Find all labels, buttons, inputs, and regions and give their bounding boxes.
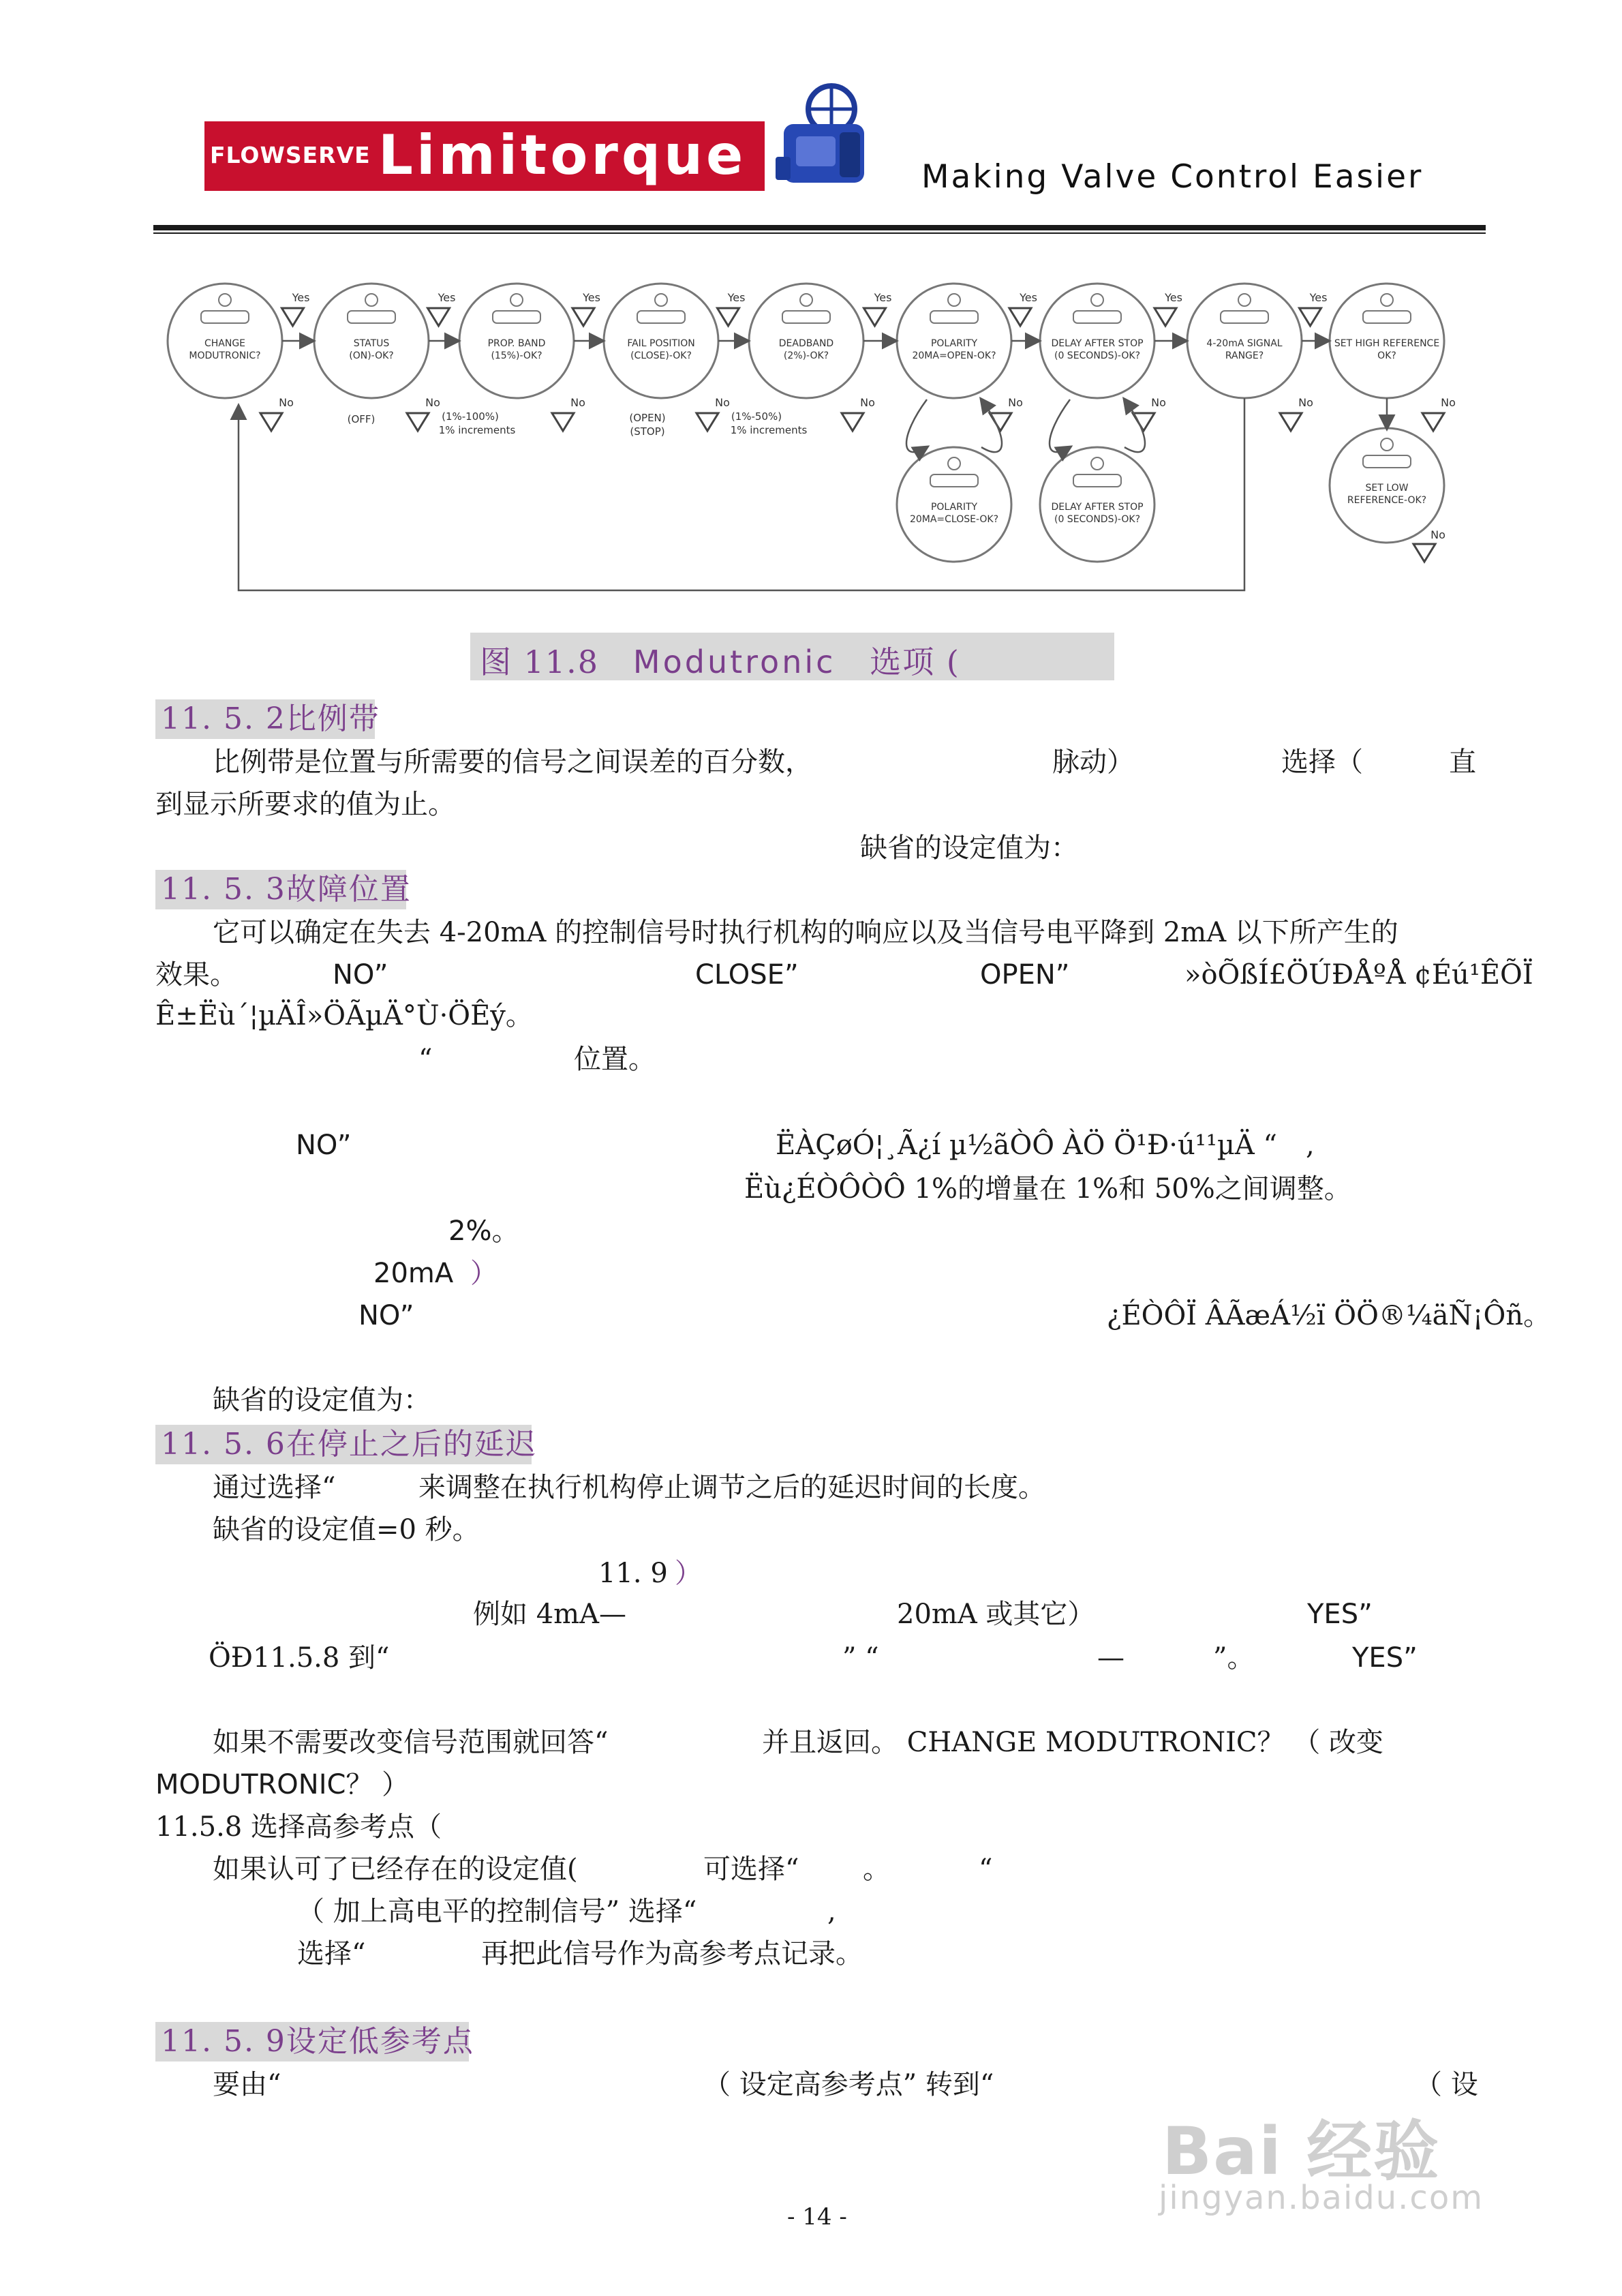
no-hand-icon-2 bbox=[407, 413, 429, 431]
flow-node-6-line2: 20MA=OPEN-OK? bbox=[912, 350, 996, 361]
flow-subnode-2-line2: (0 SECONDS)-OK? bbox=[1054, 514, 1141, 525]
heading-11-5-2: 11. 5. 2比例带 bbox=[161, 701, 380, 736]
header-tagline: Making Valve Control Easier bbox=[921, 158, 1424, 196]
flow-subnode-1-line1: POLARITY bbox=[930, 502, 978, 513]
p4-text-c: 缺省的设定值=0 秒。 bbox=[213, 1514, 480, 1545]
p3-text-i: ¿ÉÒÔÏ ÂÃæÁ½ï ÖÖ®¼äÑ¡Ôñ。 bbox=[1107, 1300, 1551, 1331]
p3-text-a: NO” bbox=[296, 1130, 352, 1161]
p2-text-i: 位置。 bbox=[574, 1044, 656, 1075]
flow-subnode-1-line2: 20MA=CLOSE-OK? bbox=[909, 514, 999, 525]
toggle-arrow-down-2 bbox=[1050, 399, 1070, 452]
p7-text-b: 如果认可了已经存在的设定值( bbox=[213, 1854, 578, 1885]
note-prop-1: (1%-100%) bbox=[442, 410, 499, 423]
p3-text-f: 20mA bbox=[373, 1258, 454, 1289]
modutronic-flow-diagram bbox=[0, 0, 1622, 614]
flow-node-2 bbox=[314, 284, 429, 398]
no-hand-icon-1 bbox=[260, 413, 282, 431]
no-label-9: No bbox=[1441, 396, 1456, 409]
flow-subnode-2 bbox=[1040, 447, 1154, 562]
heading-11-5-9: 11. 5. 9设定低参考点 bbox=[161, 2024, 474, 2059]
flow-node-7 bbox=[1040, 284, 1154, 398]
note-fail-2: (STOP) bbox=[630, 425, 665, 438]
figure-mark: ( bbox=[946, 644, 960, 680]
p7-text-d: 。 bbox=[863, 1854, 890, 1885]
yes-hand-icon-4 bbox=[718, 308, 739, 326]
flow-subnode-3 bbox=[1330, 428, 1444, 543]
p7-text-a: 11.5.8 选择高参考点（ bbox=[155, 1811, 442, 1843]
p7-text-i: 再把此信号作为高参考点记录。 bbox=[481, 1938, 863, 1969]
p2-text-e: OPEN” bbox=[980, 959, 1070, 991]
page-number: - 14 - bbox=[787, 2203, 847, 2231]
p6-text-b: 并且返回。 CHANGE MODUTRONIC？ （ 改变 bbox=[762, 1727, 1383, 1758]
no-hand-icon-4 bbox=[697, 413, 718, 431]
note-fail-1: (OPEN) bbox=[629, 412, 666, 424]
flow-node-9 bbox=[1330, 284, 1444, 398]
flow-node-6 bbox=[897, 284, 1011, 398]
p5-text-h: — bbox=[1097, 1642, 1124, 1674]
note-prop-2: 1% increments bbox=[438, 424, 516, 436]
yes-hand-icon-3 bbox=[572, 308, 594, 326]
p2-text-d: CLOSE” bbox=[695, 959, 799, 991]
flow-subnode-2-line1: DELAY AFTER STOP bbox=[1051, 502, 1144, 513]
flow-subnode-1 bbox=[897, 447, 1011, 562]
figure-title: Modutronic bbox=[632, 644, 836, 680]
p1-text-a: 比例带是位置与所需要的信号之间误差的百分数， bbox=[213, 746, 812, 778]
flow-node-8 bbox=[1187, 284, 1302, 398]
no-hand-icon-5 bbox=[842, 413, 863, 431]
flow-subnode-3-line2: REFERENCE-OK? bbox=[1347, 495, 1427, 506]
p5-text-e: YES” bbox=[1307, 1599, 1373, 1630]
p4-text-a: 通过选择“ bbox=[213, 1472, 336, 1503]
figure-number: 图 11.8 bbox=[480, 644, 600, 680]
yes-hand-icon-2 bbox=[428, 308, 450, 326]
flow-node-9-line2: OK? bbox=[1377, 350, 1396, 361]
no-hand-icon-low bbox=[1413, 544, 1435, 562]
flow-node-5 bbox=[749, 284, 863, 398]
flow-node-4-line2: (CLOSE)-OK? bbox=[630, 350, 692, 361]
no-label-7: No bbox=[1151, 396, 1166, 409]
p2-text-a: 它可以确定在失去 4-20mA 的控制信号时执行机构的响应以及当信号电平降到 2mA 以下所产生的 bbox=[213, 917, 1398, 948]
flow-node-5-line1: DEADBAND bbox=[778, 338, 834, 349]
flow-node-1-line2: MODUTRONIC? bbox=[189, 350, 261, 361]
p5-text-c: 例如 4mA— bbox=[473, 1599, 626, 1630]
p3-text-b: ËÀÇøÓ¦¸Ã¿í µ½ãÒÔ ÀÖ Ö¹Ð·ú¹¹µÄ “ bbox=[776, 1130, 1277, 1161]
no-label-1: No bbox=[279, 396, 294, 409]
p5-text-g: ” “ bbox=[842, 1642, 879, 1674]
p7-text-c: 可选择“ bbox=[703, 1854, 799, 1885]
yes-label-7: Yes bbox=[1165, 291, 1182, 304]
p3-text-c: , bbox=[1306, 1130, 1315, 1161]
no-label-4: No bbox=[715, 396, 730, 409]
flow-node-9-line1: SET HIGH REFERENCE bbox=[1334, 338, 1440, 349]
p5-text-i: ”。 bbox=[1213, 1642, 1255, 1674]
yes-label-3: Yes bbox=[583, 291, 600, 304]
flow-node-3 bbox=[459, 284, 574, 398]
flow-node-8-line1: 4-20mA SIGNAL bbox=[1206, 338, 1283, 349]
flow-node-3-line2: (15%)-OK? bbox=[491, 350, 542, 361]
flow-node-8-line2: RANGE? bbox=[1225, 350, 1264, 361]
p1-text-c: 选择（ bbox=[1281, 746, 1363, 778]
p3-text-e: 2%。 bbox=[448, 1215, 519, 1247]
p5-text-f: ÖÐ11.5.8 到“ bbox=[209, 1642, 390, 1674]
p2-text-g: Ê±Ëù´¦µÄÎ»ÖÃµÄ°Ù·ÖÊý。 bbox=[155, 1000, 533, 1031]
p8-text-a: 要由“ bbox=[213, 2069, 281, 2100]
p6-text-c: MODUTRONIC？ ） bbox=[155, 1769, 410, 1800]
flow-node-2-line1: STATUS bbox=[353, 338, 390, 349]
p7-text-g: , bbox=[827, 1896, 836, 1927]
p3-text-j: 缺省的设定值为： bbox=[213, 1385, 431, 1416]
note-status: (OFF) bbox=[347, 413, 376, 425]
p7-text-e: “ bbox=[979, 1854, 993, 1885]
p1-text-e: 到显示所要求的值为止。 bbox=[155, 789, 455, 820]
p5-text-j: YES” bbox=[1352, 1642, 1418, 1674]
no-hand-icon-9 bbox=[1422, 413, 1444, 431]
p5-text-d: 20mA 或其它） bbox=[897, 1599, 1095, 1630]
p8-text-b: （ 设定高参考点” 转到“ bbox=[703, 2069, 994, 2100]
yes-label-6: Yes bbox=[1020, 291, 1037, 304]
flow-node-6-line1: POLARITY bbox=[930, 338, 978, 349]
flow-node-1 bbox=[168, 284, 282, 398]
flow-node-5-line2: (2%)-OK? bbox=[783, 350, 829, 361]
p7-text-f: （ 加上高电平的控制信号” 选择“ bbox=[297, 1896, 697, 1927]
no-label-3: No bbox=[570, 396, 585, 409]
p2-text-b: 效果。 bbox=[155, 959, 237, 991]
note-dead-2: 1% increments bbox=[730, 424, 808, 436]
p1-text-f: 缺省的设定值为： bbox=[860, 832, 1078, 864]
flow-node-4 bbox=[604, 284, 718, 398]
no-label-2: No bbox=[425, 396, 440, 409]
flow-subnode-3-line1: SET LOW bbox=[1365, 483, 1409, 494]
p1-text-b: 脉动） bbox=[1052, 746, 1134, 778]
p6-text-a: 如果不需要改变信号范围就回答“ bbox=[213, 1727, 609, 1758]
p2-text-f: »òÕßÍ£ÖÚÐÅºÅ ¢Éú¹ÊÕÏ bbox=[1184, 959, 1533, 991]
flow-node-3-line1: PROP. BAND bbox=[487, 338, 546, 349]
flow-node-7-line2: (0 SECONDS)-OK? bbox=[1054, 350, 1141, 361]
p5-text-a: 11. 9 bbox=[598, 1558, 668, 1589]
baidu-watermark: Bai 经验 bbox=[1162, 2113, 1441, 2190]
p2-text-c: NO” bbox=[333, 959, 388, 991]
yes-label-1: Yes bbox=[292, 291, 310, 304]
p7-text-h: 选择“ bbox=[297, 1938, 366, 1969]
p8-text-c: （ 设 bbox=[1415, 2069, 1478, 2100]
no-label-6: No bbox=[1008, 396, 1023, 409]
p4-text-b: 来调整在执行机构停止调节之后的延迟时间的长度。 bbox=[418, 1472, 1045, 1503]
no-label-5: No bbox=[860, 396, 875, 409]
p1-text-d: 直 bbox=[1449, 746, 1476, 778]
note-dead-1: (1%-50%) bbox=[731, 410, 782, 423]
flow-node-1-line1: CHANGE bbox=[204, 338, 246, 349]
p3-text-d: Ëù¿ÉÒÔÒÔ 1%的增量在 1%和 50%之间调整。 bbox=[744, 1173, 1351, 1205]
figure-caption bbox=[480, 637, 960, 682]
yes-label-4: Yes bbox=[727, 291, 746, 304]
flow-node-2-line2: (ON)-OK? bbox=[349, 350, 394, 361]
p3-text-h: NO” bbox=[358, 1300, 414, 1331]
flow-node-7-line1: DELAY AFTER STOP bbox=[1051, 338, 1144, 349]
heading-11-5-3: 11. 5. 3故障位置 bbox=[161, 872, 412, 907]
brand-limitorque-logo: Limitorque bbox=[378, 123, 747, 187]
flow-node-4-line1: FAIL POSITION bbox=[627, 338, 695, 349]
p2-text-h: “ bbox=[418, 1044, 433, 1075]
yes-hand-icon-1 bbox=[282, 308, 304, 326]
p3-text-g: ） bbox=[470, 1258, 498, 1289]
no-hand-icon-8 bbox=[1280, 413, 1302, 431]
brand-flowserve-logo: FLOWSERVE bbox=[210, 142, 371, 168]
yes-hand-icon-7 bbox=[1154, 308, 1176, 326]
figure-suffix: 选项 bbox=[870, 644, 936, 680]
baidu-watermark-url: jingyan.baidu.com bbox=[1159, 2179, 1484, 2217]
yes-label-5: Yes bbox=[874, 291, 892, 304]
toggle-arrow-down-1 bbox=[906, 399, 927, 452]
yes-hand-icon-5 bbox=[864, 308, 886, 326]
heading-11-5-6: 11. 5. 6在停止之后的延迟 bbox=[161, 1427, 537, 1462]
no-label-8: No bbox=[1298, 396, 1313, 409]
yes-hand-icon-6 bbox=[1009, 308, 1031, 326]
yes-label-8: Yes bbox=[1309, 291, 1328, 304]
no-hand-icon-3 bbox=[552, 413, 574, 431]
p5-text-b: ） bbox=[675, 1558, 702, 1589]
no-label-low: No bbox=[1430, 528, 1445, 541]
yes-label-2: Yes bbox=[438, 291, 456, 304]
yes-hand-icon-8 bbox=[1300, 308, 1321, 326]
